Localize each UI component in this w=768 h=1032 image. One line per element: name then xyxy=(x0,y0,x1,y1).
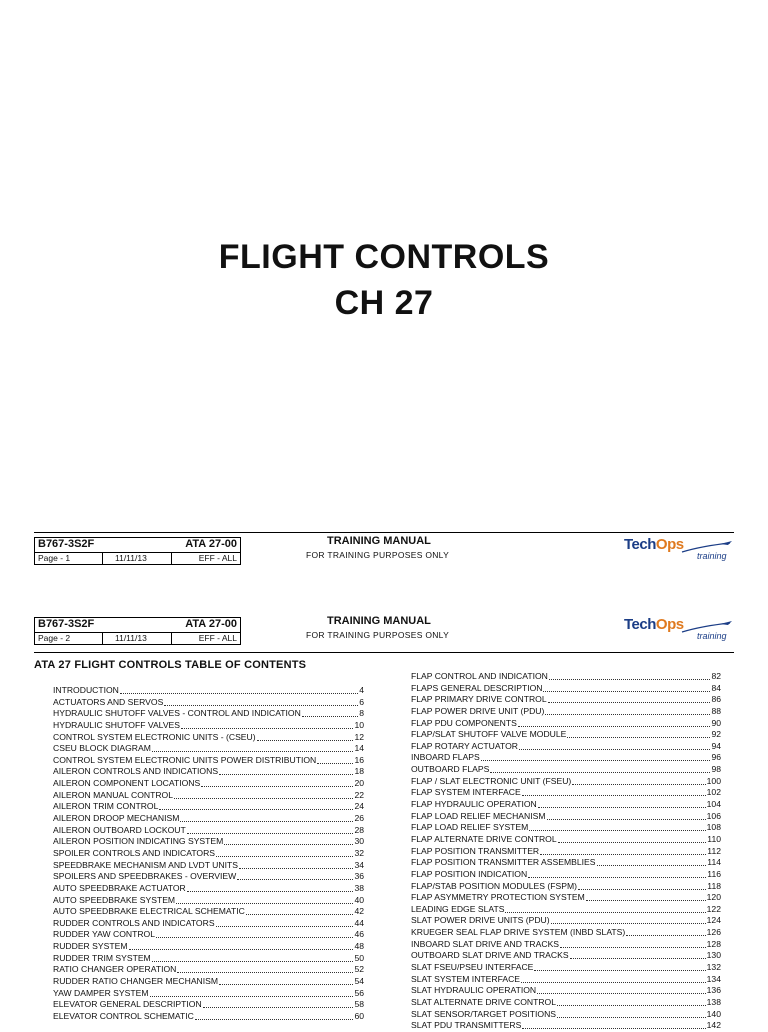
toc-entry-page: 120 xyxy=(706,892,721,903)
toc-entry-title: AILERON POSITION INDICATING SYSTEM xyxy=(53,836,224,847)
toc-entry-title: FLAP/STAB POSITION MODULES (FSPM) xyxy=(411,880,578,891)
toc-leader-dots xyxy=(490,764,710,773)
manual-subtitle: FOR TRAINING PURPOSES ONLY xyxy=(306,630,450,640)
toc-entry-page: 126 xyxy=(706,927,721,938)
toc-entry-title: FLAP HYDRAULIC OPERATION xyxy=(411,799,537,810)
toc-leader-dots xyxy=(152,743,354,752)
toc-entry-title: SPOILERS AND SPEEDBRAKES - OVERVIEW xyxy=(53,871,237,882)
toc-entry-title: SLAT SENSOR/TARGET POSITIONS xyxy=(411,1008,557,1019)
toc-entry[interactable] xyxy=(53,860,364,872)
toc-leader-dots xyxy=(181,720,353,729)
toc-leader-dots xyxy=(534,962,705,971)
toc-entry-title: KRUEGER SEAL FLAP DRIVE SYSTEM (INBD SLATS) xyxy=(411,927,626,938)
toc-leader-dots xyxy=(203,999,354,1008)
toc-entry[interactable] xyxy=(53,976,364,988)
toc-entry-title: SPOILER CONTROLS AND INDICATORS xyxy=(53,847,216,858)
toc-leader-dots xyxy=(187,825,354,834)
toc-entry[interactable] xyxy=(53,708,364,720)
toc-entry-page: 134 xyxy=(706,973,721,984)
page-number: Page - 2 xyxy=(38,633,71,643)
toc-leader-dots xyxy=(519,741,710,750)
revision-date: 11/11/13 xyxy=(115,553,147,563)
toc-leader-dots xyxy=(246,906,354,915)
toc-entry-page: 16 xyxy=(354,754,364,765)
toc-entry[interactable] xyxy=(411,974,721,986)
toc-leader-dots xyxy=(560,939,706,948)
toc-entry-page: 12 xyxy=(354,731,364,742)
toc-entry-page: 54 xyxy=(354,976,364,987)
page-number: Page - 1 xyxy=(38,553,71,563)
toc-entry-title: AUTO SPEEDBRAKE SYSTEM xyxy=(53,894,176,905)
toc-leader-dots xyxy=(578,881,706,890)
toc-entry[interactable] xyxy=(53,871,364,883)
toc-leader-dots xyxy=(216,848,353,857)
toc-entry-page: 108 xyxy=(706,822,721,833)
toc-leader-dots xyxy=(164,697,358,706)
toc-leader-dots xyxy=(216,918,354,927)
toc-leader-dots xyxy=(543,683,710,692)
toc-entry-page: 106 xyxy=(706,810,721,821)
toc-entry[interactable] xyxy=(53,720,364,732)
toc-leader-dots xyxy=(548,694,711,703)
toc-entry-page: 46 xyxy=(354,929,364,940)
footer-rule xyxy=(34,652,734,653)
toc-entry-page: 34 xyxy=(354,859,364,870)
toc-entry-title: FLAP POSITION TRANSMITTER xyxy=(411,845,540,856)
document-id-box xyxy=(34,537,241,565)
toc-leader-dots xyxy=(528,869,706,878)
manual-title: TRAINING MANUAL xyxy=(327,615,431,627)
toc-leader-dots xyxy=(237,871,353,880)
toc-entry-title: OUTBOARD SLAT DRIVE AND TRACKS xyxy=(411,950,569,961)
toc-leader-dots xyxy=(219,766,353,775)
toc-entry-title: INBOARD SLAT DRIVE AND TRACKS xyxy=(411,938,560,949)
toc-leader-dots xyxy=(177,964,353,973)
toc-leader-dots xyxy=(551,915,706,924)
logo-training-text: training xyxy=(697,631,727,641)
toc-leader-dots xyxy=(257,732,354,741)
toc-entry[interactable] xyxy=(411,1009,721,1021)
toc-leader-dots xyxy=(522,787,706,796)
toc-leader-dots xyxy=(156,929,353,938)
toc-leader-dots xyxy=(572,776,705,785)
toc-entry-title: AILERON COMPONENT LOCATIONS xyxy=(53,778,201,789)
toc-leader-dots xyxy=(159,801,353,810)
toc-entry-title: CONTROL SYSTEM ELECTRONIC UNITS - (CSEU) xyxy=(53,731,256,742)
toc-entry-title: RUDDER CONTROLS AND INDICATORS xyxy=(53,917,215,928)
toc-entry-page: 20 xyxy=(354,778,364,789)
toc-entry-page: 132 xyxy=(706,962,721,973)
toc-leader-dots xyxy=(129,941,354,950)
toc-entry[interactable] xyxy=(411,811,721,823)
toc-entry-title: AILERON MANUAL CONTROL xyxy=(53,789,174,800)
toc-entry-title: FLAP CONTROL AND INDICATION xyxy=(411,671,548,681)
toc-leader-dots xyxy=(187,883,354,892)
toc-entry-title: FLAP POSITION INDICATION xyxy=(411,868,528,879)
toc-entry[interactable] xyxy=(411,846,721,858)
toc-entry[interactable] xyxy=(411,718,721,730)
toc-entry-page: 4 xyxy=(359,685,364,695)
toc-leader-dots xyxy=(481,752,711,761)
toc-entry-title: CONTROL SYSTEM ELECTRONIC UNITS POWER DISTRIBUTION xyxy=(53,754,317,765)
toc-entry-title: FLAP POWER DRIVE UNIT (PDU) xyxy=(411,705,545,716)
toc-entry-title: FLAP PDU COMPONENTS xyxy=(411,717,517,728)
toc-leader-dots xyxy=(567,729,710,738)
toc-entry[interactable] xyxy=(53,1011,364,1023)
toc-leader-dots xyxy=(224,836,353,845)
toc-leader-dots xyxy=(538,799,706,808)
toc-entry-title: CSEU BLOCK DIAGRAM xyxy=(53,743,151,754)
toc-entry-title: SLAT SYSTEM INTERFACE xyxy=(411,973,521,984)
toc-entry-page: 112 xyxy=(707,845,721,856)
toc-entry-title: ELEVATOR GENERAL DESCRIPTION xyxy=(53,999,202,1010)
toc-entry-title: AILERON OUTBOARD LOCKOUT xyxy=(53,824,186,835)
toc-leader-dots xyxy=(180,813,353,822)
toc-entry-page: 18 xyxy=(354,766,364,777)
toc-entry-page: 44 xyxy=(354,917,364,928)
toc-entry-title: FLAP LOAD RELIEF MECHANISM xyxy=(411,810,546,821)
toc-entry-page: 32 xyxy=(354,847,364,858)
toc-entry-title: RUDDER RATIO CHANGER MECHANISM xyxy=(53,976,219,987)
toc-entry-title: FLAP SYSTEM INTERFACE xyxy=(411,787,521,798)
toc-entry-page: 128 xyxy=(706,938,721,949)
toc-entry-title: RUDDER YAW CONTROL xyxy=(53,929,156,940)
toc-entry-page: 24 xyxy=(354,801,364,812)
revision-date: 11/11/13 xyxy=(115,633,147,643)
toc-entry[interactable] xyxy=(411,776,721,788)
toc-entry[interactable] xyxy=(411,915,721,927)
toc-entry-page: 130 xyxy=(706,950,721,961)
toc-entry-title: SLAT HYDRAULIC OPERATION xyxy=(411,985,537,996)
toc-entry-page: 28 xyxy=(354,824,364,835)
toc-entry-page: 22 xyxy=(354,789,364,800)
toc-entry[interactable] xyxy=(411,694,721,706)
toc-entry[interactable] xyxy=(411,834,721,846)
toc-entry[interactable] xyxy=(53,732,364,744)
toc-leader-dots xyxy=(152,953,354,962)
toc-entry[interactable] xyxy=(411,857,721,869)
toc-leader-dots xyxy=(549,671,711,680)
toc-entry[interactable] xyxy=(53,790,364,802)
toc-leader-dots xyxy=(626,927,705,936)
toc-entry[interactable] xyxy=(53,766,364,778)
toc-entry[interactable] xyxy=(411,939,721,951)
toc-entry-title: LEADING EDGE SLATS xyxy=(411,903,505,914)
toc-entry-title: SLAT FSEU/PSEU INTERFACE xyxy=(411,962,534,973)
toc-entry-page: 104 xyxy=(706,799,721,810)
toc-leader-dots xyxy=(537,985,706,994)
toc-entry[interactable] xyxy=(411,741,721,753)
toc-leader-dots xyxy=(518,718,711,727)
toc-entry-title: AILERON DROOP MECHANISM xyxy=(53,813,180,824)
page-footer-1 xyxy=(34,532,734,568)
toc-entry-page: 10 xyxy=(354,719,364,730)
toc-heading: ATA 27 FLIGHT CONTROLS TABLE OF CONTENTS xyxy=(34,659,307,671)
toc-entry-page: 100 xyxy=(706,775,721,786)
toc-leader-dots xyxy=(547,811,706,820)
toc-leader-dots xyxy=(176,895,353,904)
toc-entry-page: 82 xyxy=(711,671,721,681)
toc-entry-page: 8 xyxy=(359,708,364,719)
toc-entry-title: AILERON TRIM CONTROL xyxy=(53,801,159,812)
toc-entry[interactable] xyxy=(411,881,721,893)
toc-entry[interactable] xyxy=(53,755,364,767)
manual-title: TRAINING MANUAL xyxy=(327,535,431,547)
effectivity: EFF - ALL xyxy=(198,633,237,643)
toc-entry[interactable] xyxy=(411,962,721,974)
toc-entry-title: FLAP PRIMARY DRIVE CONTROL xyxy=(411,694,547,705)
toc-leader-dots xyxy=(201,778,353,787)
footer-rule xyxy=(34,532,734,533)
toc-leader-dots xyxy=(557,997,706,1006)
toc-entry-title: FLAP ROTARY ACTUATOR xyxy=(411,740,518,751)
toc-entry[interactable] xyxy=(411,683,721,695)
toc-entry-page: 124 xyxy=(706,915,721,926)
toc-entry-title: RUDDER TRIM SYSTEM xyxy=(53,952,151,963)
toc-entry-page: 40 xyxy=(354,894,364,905)
toc-entry[interactable] xyxy=(53,918,364,930)
toc-entry-page: 26 xyxy=(354,813,364,824)
toc-entry[interactable] xyxy=(53,825,364,837)
toc-entry-title: SLAT PDU TRANSMITTERS xyxy=(411,1020,522,1031)
toc-entry-page: 90 xyxy=(711,717,721,728)
toc-leader-dots xyxy=(505,904,705,913)
toc-entry[interactable] xyxy=(411,950,721,962)
toc-entry[interactable] xyxy=(53,836,364,848)
toc-entry-title: OUTBOARD FLAPS xyxy=(411,764,490,775)
toc-leader-dots xyxy=(521,974,706,983)
toc-entry-page: 142 xyxy=(706,1020,721,1031)
toc-entry-title: AUTO SPEEDBRAKE ELECTRICAL SCHEMATIC xyxy=(53,906,245,917)
toc-left-column xyxy=(53,685,364,1023)
toc-leader-dots xyxy=(150,988,354,997)
toc-entry-title: FLAP / SLAT ELECTRONIC UNIT (FSEU) xyxy=(411,775,572,786)
toc-entry[interactable] xyxy=(53,883,364,895)
toc-leader-dots xyxy=(558,834,707,843)
toc-entry-page: 88 xyxy=(711,705,721,716)
manual-subtitle: FOR TRAINING PURPOSES ONLY xyxy=(306,550,450,560)
toc-entry[interactable] xyxy=(53,848,364,860)
toc-leader-dots xyxy=(557,1009,706,1018)
toc-right-column xyxy=(411,671,721,1032)
ata-chapter: ATA 27-00 xyxy=(185,538,237,550)
toc-entry[interactable] xyxy=(411,671,721,683)
chapter-number: CH 27 xyxy=(334,284,434,322)
toc-entry-title: AUTO SPEEDBRAKE ACTUATOR xyxy=(53,882,186,893)
toc-entry-title: SLAT ALTERNATE DRIVE CONTROL xyxy=(411,996,557,1007)
aircraft-model: B767-3S2F xyxy=(38,618,95,630)
toc-leader-dots xyxy=(540,846,706,855)
toc-entry-title: INBOARD FLAPS xyxy=(411,752,480,763)
toc-entry[interactable] xyxy=(411,799,721,811)
toc-entry-title: RATIO CHANGER OPERATION xyxy=(53,964,177,975)
toc-entry-title: SPEEDBRAKE MECHANISM AND LVDT UNITS xyxy=(53,859,238,870)
toc-entry-page: 136 xyxy=(706,985,721,996)
toc-entry-title: FLAP LOAD RELIEF SYSTEM xyxy=(411,822,529,833)
toc-entry-title: FLAPS GENERAL DESCRIPTION xyxy=(411,682,543,693)
document-title: FLIGHT CONTROLS xyxy=(218,238,550,276)
toc-entry[interactable] xyxy=(53,697,364,709)
toc-entry-page: 94 xyxy=(711,740,721,751)
toc-entry[interactable] xyxy=(411,997,721,1009)
toc-entry-title: FLAP ALTERNATE DRIVE CONTROL xyxy=(411,833,557,844)
toc-entry-page: 42 xyxy=(354,906,364,917)
toc-entry[interactable] xyxy=(411,904,721,916)
toc-entry-page: 140 xyxy=(706,1008,721,1019)
toc-entry-page: 14 xyxy=(354,743,364,754)
toc-entry[interactable] xyxy=(53,964,364,976)
toc-entry-page: 86 xyxy=(711,694,721,705)
toc-leader-dots xyxy=(239,860,353,869)
toc-entry[interactable] xyxy=(53,778,364,790)
toc-leader-dots xyxy=(545,706,710,715)
toc-entry-title: YAW DAMPER SYSTEM xyxy=(53,987,149,998)
toc-leader-dots xyxy=(570,950,706,959)
toc-entry-page: 138 xyxy=(706,996,721,1007)
toc-entry-page: 116 xyxy=(707,868,721,879)
toc-entry-page: 114 xyxy=(707,857,721,868)
toc-entry[interactable] xyxy=(411,822,721,834)
toc-entry-page: 30 xyxy=(354,836,364,847)
toc-entry-page: 84 xyxy=(711,682,721,693)
toc-entry[interactable] xyxy=(53,895,364,907)
toc-leader-dots xyxy=(195,1011,354,1020)
ata-chapter: ATA 27-00 xyxy=(185,618,237,630)
toc-entry[interactable] xyxy=(411,1020,721,1032)
toc-entry[interactable] xyxy=(53,999,364,1011)
toc-entry[interactable] xyxy=(411,706,721,718)
toc-leader-dots xyxy=(586,892,706,901)
toc-entry-page: 52 xyxy=(354,964,364,975)
toc-entry-page: 48 xyxy=(354,941,364,952)
toc-entry[interactable] xyxy=(53,953,364,965)
toc-entry-title: FLAP ASYMMETRY PROTECTION SYSTEM xyxy=(411,892,585,903)
toc-entry[interactable] xyxy=(411,787,721,799)
toc-leader-dots xyxy=(529,822,705,831)
logo-training-text: training xyxy=(697,551,727,561)
toc-leader-dots xyxy=(174,790,353,799)
toc-entry[interactable] xyxy=(411,927,721,939)
toc-entry-page: 96 xyxy=(711,752,721,763)
techops-logo: TechOps training xyxy=(624,536,734,564)
toc-entry[interactable] xyxy=(53,988,364,1000)
toc-entry[interactable] xyxy=(411,985,721,997)
toc-entry-title: INTRODUCTION xyxy=(53,685,119,695)
toc-entry[interactable] xyxy=(411,764,721,776)
toc-entry-page: 102 xyxy=(706,787,721,798)
toc-entry-page: 118 xyxy=(707,880,721,891)
toc-leader-dots xyxy=(302,708,358,717)
toc-entry-title: SLAT POWER DRIVE UNITS (PDU) xyxy=(411,915,550,926)
toc-leader-dots xyxy=(120,685,358,694)
toc-entry-page: 60 xyxy=(354,1010,364,1021)
toc-entry[interactable] xyxy=(53,941,364,953)
document-id-box xyxy=(34,617,241,645)
toc-entry-page: 6 xyxy=(359,696,364,707)
toc-entry[interactable] xyxy=(411,752,721,764)
toc-entry[interactable] xyxy=(411,869,721,881)
toc-entry-title: ACTUATORS AND SERVOS xyxy=(53,696,164,707)
toc-leader-dots xyxy=(317,755,353,764)
toc-entry-title: FLAP POSITION TRANSMITTER ASSEMBLIES xyxy=(411,857,596,868)
toc-entry-page: 58 xyxy=(354,999,364,1010)
toc-entry-page: 110 xyxy=(707,833,721,844)
toc-entry[interactable] xyxy=(411,729,721,741)
toc-entry-page: 56 xyxy=(354,987,364,998)
toc-entry[interactable] xyxy=(53,743,364,755)
toc-leader-dots xyxy=(597,857,707,866)
toc-entry-page: 98 xyxy=(711,764,721,775)
toc-entry-title: ELEVATOR CONTROL SCHEMATIC xyxy=(53,1010,194,1021)
toc-entry-page: 50 xyxy=(354,952,364,963)
toc-entry-page: 38 xyxy=(354,882,364,893)
toc-leader-dots xyxy=(219,976,353,985)
toc-entry[interactable] xyxy=(53,685,364,697)
toc-entry[interactable] xyxy=(53,813,364,825)
techops-logo: TechOps training xyxy=(624,616,734,644)
toc-entry-page: 122 xyxy=(706,903,721,914)
toc-entry[interactable] xyxy=(53,801,364,813)
toc-leader-dots xyxy=(522,1020,705,1029)
effectivity: EFF - ALL xyxy=(198,553,237,563)
toc-entry[interactable] xyxy=(53,929,364,941)
toc-entry[interactable] xyxy=(411,892,721,904)
toc-entry-title: FLAP/SLAT SHUTOFF VALVE MODULE xyxy=(411,729,567,740)
toc-entry-page: 92 xyxy=(711,729,721,740)
toc-entry-title: RUDDER SYSTEM xyxy=(53,941,128,952)
toc-entry[interactable] xyxy=(53,906,364,918)
aircraft-model: B767-3S2F xyxy=(38,538,95,550)
toc-entry-title: AILERON CONTROLS AND INDICATIONS xyxy=(53,766,219,777)
toc-entry-title: HYDRAULIC SHUTOFF VALVES - CONTROL AND INDICATION xyxy=(53,708,301,719)
toc-entry-title: HYDRAULIC SHUTOFF VALVES xyxy=(53,719,181,730)
toc-entry-page: 36 xyxy=(354,871,364,882)
page-footer-2 xyxy=(34,612,734,648)
